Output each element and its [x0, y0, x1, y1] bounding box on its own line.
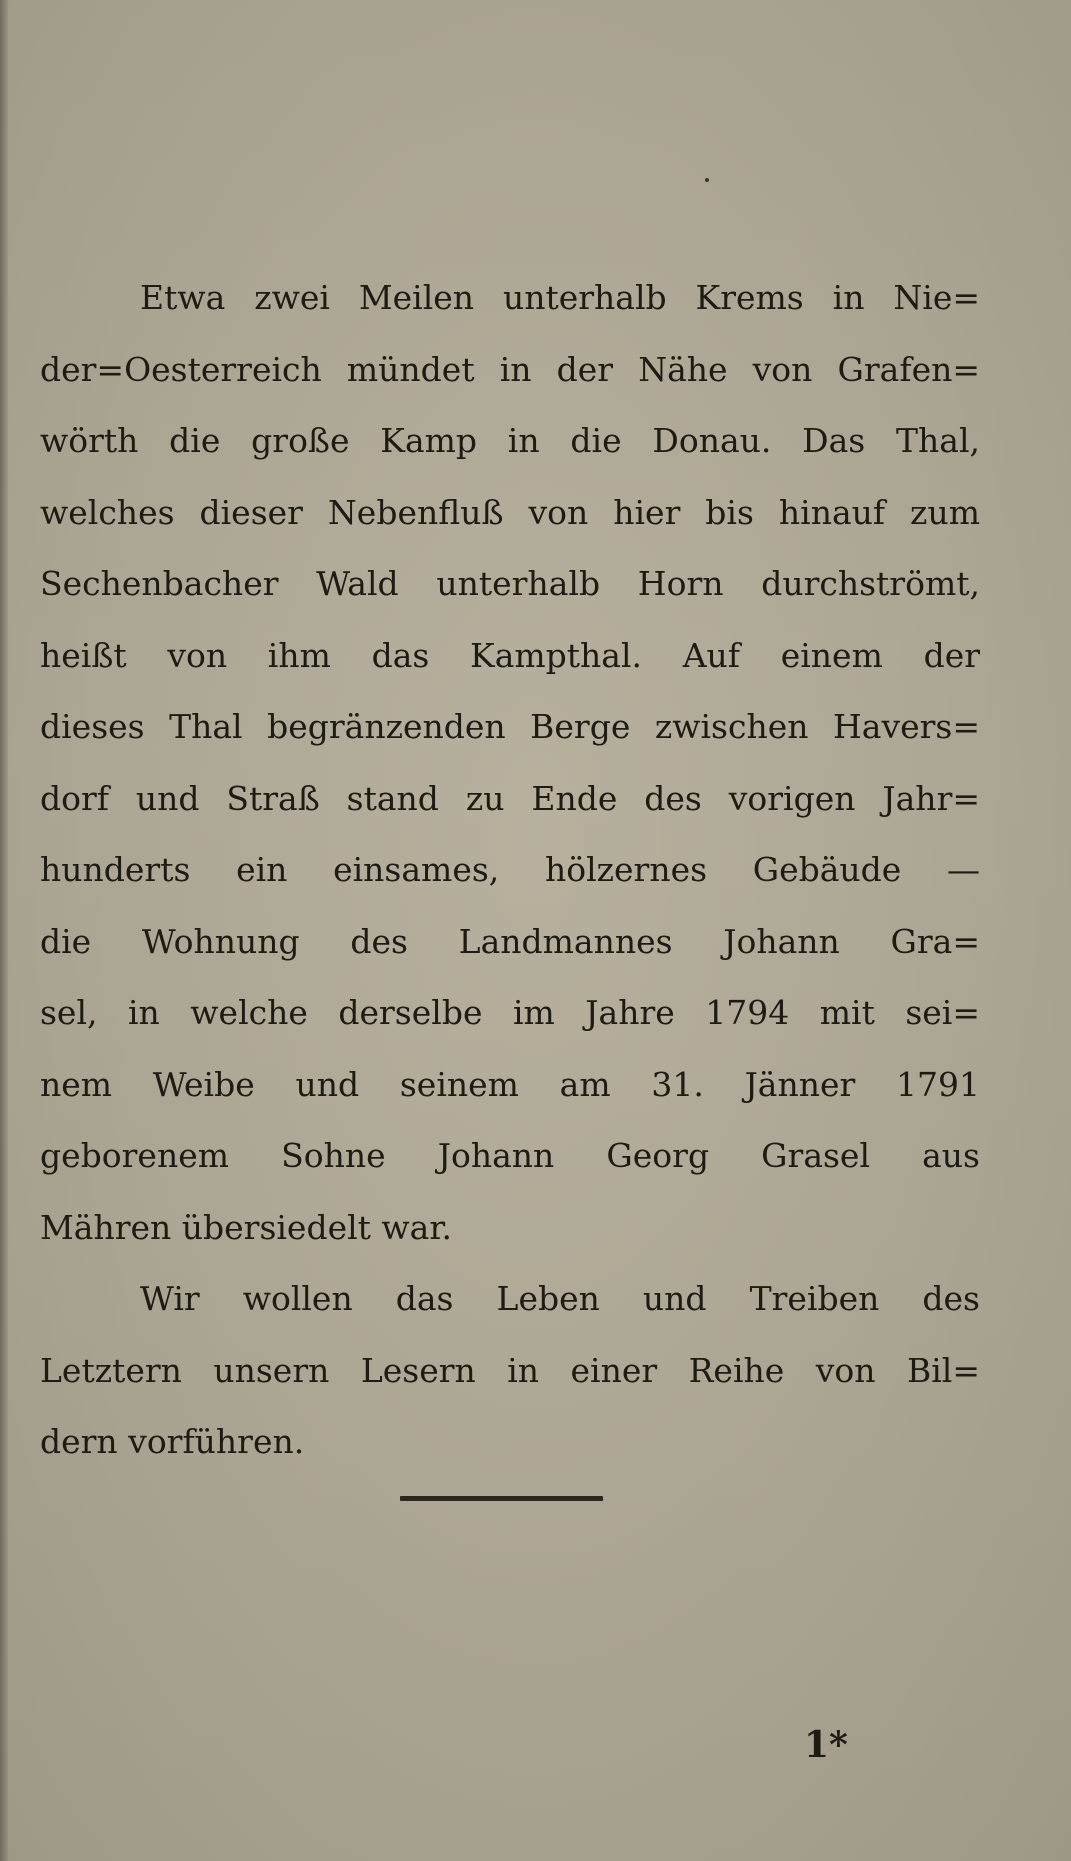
section-divider-rule: [400, 1496, 603, 1501]
signature-mark: 1*: [804, 1724, 848, 1766]
page-edge-shadow: [0, 0, 8, 1861]
text-line: dern vorführen.: [40, 1422, 305, 1461]
text-line: hunderts ein einsames, hölzernes Gebäude —: [40, 850, 980, 889]
text-line: nem Weibe und seinem am 31. Jänner 1791: [40, 1064, 980, 1104]
text-line: dieses Thal begränzenden Berge zwischen Havers=: [40, 707, 980, 746]
text-line: welches dieser Nebenfluß von hier bis hinauf zum: [40, 492, 980, 532]
text-line: geborenem Sohne Johann Georg Grasel aus: [40, 1136, 980, 1175]
text-line: Letztern unsern Lesern in einer Reihe von Bil=: [40, 1350, 980, 1390]
text-line: die Wohnung des Landmannes Johann Gra=: [40, 921, 980, 961]
text-line: wörth die große Kamp in die Donau. Das Thal,: [40, 421, 980, 460]
text-line: heißt von ihm das Kampthal. Auf einem der: [40, 635, 980, 675]
text-line: dorf und Straß stand zu Ende des vorigen Jahr=: [40, 778, 980, 818]
text-line: Wir wollen das Leben und Treiben des: [140, 1279, 980, 1318]
text-line: Etwa zwei Meilen unterhalb Krems in Nie=: [140, 278, 980, 317]
text-line: Mähren übersiedelt war.: [40, 1207, 452, 1247]
text-line: Sechenbacher Wald unterhalb Horn durchströmt,: [40, 564, 980, 603]
body-text: [40, 262, 980, 1478]
text-line: der=Oesterreich mündet in der Nähe von Grafen=: [40, 349, 980, 389]
text-line: sel, in welche derselbe im Jahre 1794 mit sei=: [40, 993, 980, 1032]
ink-speck: [705, 178, 709, 182]
